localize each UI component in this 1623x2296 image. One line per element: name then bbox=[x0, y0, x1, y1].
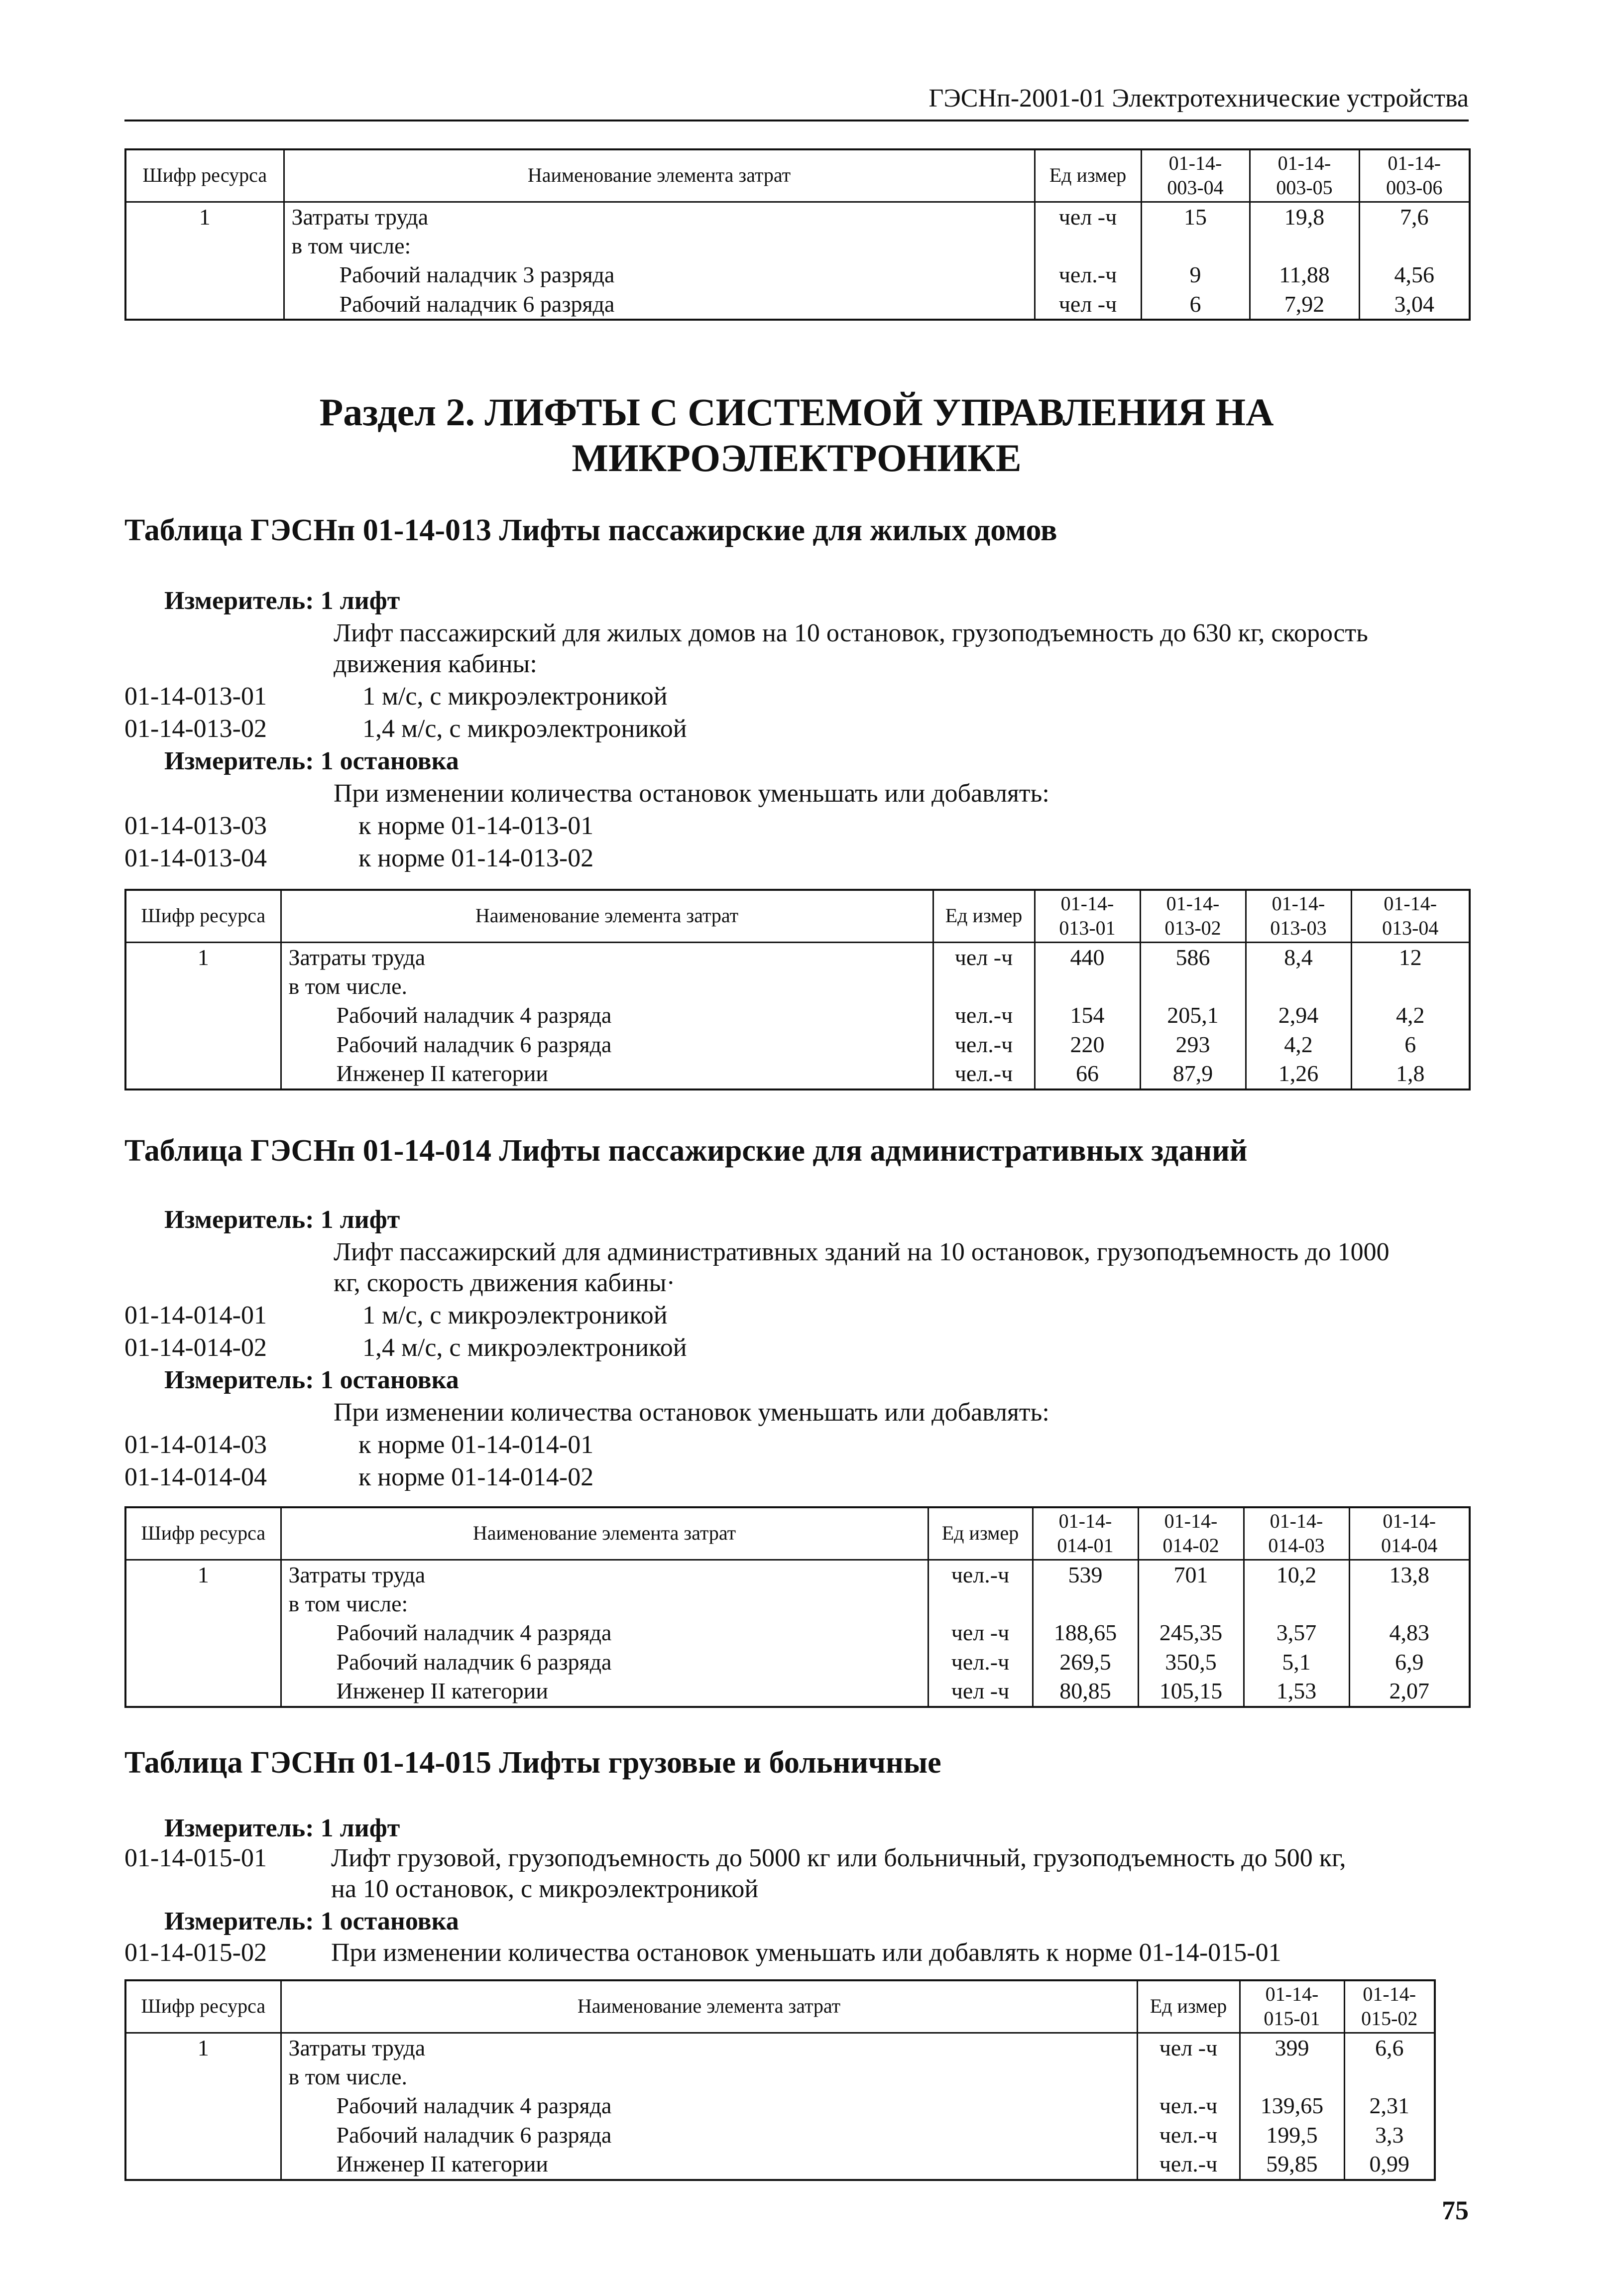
col-header-norm: 01-14- 014-02 bbox=[1138, 1507, 1244, 1560]
table-row: Рабочий наладчик 6 разряда чел.-ч 269,5 350,5 5,1 6,9 bbox=[125, 1648, 1470, 1677]
col-header-unit: Ед измер bbox=[1137, 1980, 1240, 2033]
running-header: ГЭСНп-2001-01 Электротехнические устройства bbox=[928, 84, 1469, 113]
meter-line: Измеритель: 1 лифт bbox=[164, 1206, 400, 1234]
description-line: движения кабины: bbox=[334, 650, 537, 678]
col-header-code: Шифр ресурса bbox=[125, 890, 281, 942]
meter-line: Измеритель: 1 остановка bbox=[164, 1366, 459, 1394]
norm-code: 01-14-014-02 bbox=[124, 1333, 267, 1362]
norm-text: 1 м/с, с микроэлектроникой bbox=[362, 682, 668, 711]
resource-table-013 bbox=[124, 889, 1471, 1090]
norm-code: 01-14-013-01 bbox=[124, 682, 267, 711]
section-title-line2: МИКРОЭЛЕКТРОНИКЕ bbox=[572, 436, 1022, 480]
resource-table-015 bbox=[124, 1979, 1436, 2181]
col-header-norm: 01-14- 003-04 bbox=[1141, 149, 1250, 202]
table-row: в том числе: bbox=[125, 232, 1470, 260]
col-header-unit: Ед измер bbox=[928, 1507, 1033, 1560]
table-row: Рабочий наладчик 6 разряда чел.-ч 199,5 3,3 bbox=[125, 2121, 1435, 2150]
norm-text: к норме 01-14-013-02 bbox=[358, 844, 594, 872]
table-row: 1 Затраты труда чел -ч 440 586 8,4 12 bbox=[125, 942, 1470, 972]
section-title-line1: Раздел 2. ЛИФТЫ С СИСТЕМОЙ УПРАВЛЕНИЯ НА bbox=[319, 390, 1274, 434]
table-row: в том числе. bbox=[125, 2062, 1435, 2091]
resource-table-003 bbox=[124, 148, 1471, 321]
col-header-name: Наименование элемента затрат bbox=[281, 1980, 1137, 2033]
meter-line: Измеритель: 1 лифт bbox=[164, 587, 400, 615]
col-header-norm: 01-14- 013-02 bbox=[1140, 890, 1246, 942]
col-header-norm: 01-14- 014-03 bbox=[1244, 1507, 1349, 1560]
norm-code: 01-14-013-02 bbox=[124, 715, 267, 743]
col-header-code: Шифр ресурса bbox=[125, 149, 284, 202]
note-line: При изменении количества остановок уменьшать или добавлять: bbox=[334, 1398, 1049, 1427]
table-row: в том числе. bbox=[125, 972, 1470, 1001]
table-row: Инженер II категории чел -ч 80,85 105,15 1,53 2,07 bbox=[125, 1677, 1470, 1706]
norm-code: 01-14-013-03 bbox=[124, 812, 267, 840]
col-header-name: Наименование элемента затрат bbox=[281, 890, 933, 942]
col-header-norm: 01-14- 015-01 bbox=[1240, 1980, 1344, 2033]
norm-text: 1 м/с, с микроэлектроникой bbox=[362, 1301, 668, 1329]
col-header-unit: Ед измер bbox=[1035, 149, 1141, 202]
norm-code: 01-14-014-01 bbox=[124, 1301, 267, 1329]
norm-text: 1,4 м/с, с микроэлектроникой bbox=[362, 715, 687, 743]
table-title-014: Таблица ГЭСНп 01-14-014 Лифты пассажирские для административных зданий bbox=[124, 1134, 1248, 1168]
table-row: Инженер II категории чел.-ч 66 87,9 1,26 1,8 bbox=[125, 1059, 1470, 1089]
col-header-norm: 01-14- 003-05 bbox=[1250, 149, 1359, 202]
meter-line: Измеритель: 1 остановка bbox=[164, 1907, 459, 1935]
table-row: в том числе: bbox=[125, 1589, 1470, 1618]
description-line: на 10 остановок, с микроэлектроникой bbox=[331, 1875, 759, 1903]
table-title-015: Таблица ГЭСНп 01-14-015 Лифты грузовые и больничные bbox=[124, 1746, 941, 1780]
norm-code: 01-14-014-03 bbox=[124, 1431, 267, 1459]
note-line: При изменении количества остановок уменьшать или добавлять: bbox=[334, 779, 1049, 808]
col-header-name: Наименование элемента затрат bbox=[284, 149, 1035, 202]
header-rule bbox=[124, 120, 1469, 121]
table-row: Рабочий наладчик 4 разряда чел -ч 188,65 245,35 3,57 4,83 bbox=[125, 1618, 1470, 1647]
col-header-code: Шифр ресурса bbox=[125, 1980, 281, 2033]
col-header-unit: Ед измер bbox=[933, 890, 1035, 942]
table-row: Рабочий наладчик 6 разряда чел.-ч 220 293 4,2 6 bbox=[125, 1030, 1470, 1059]
norm-text: к норме 01-14-014-01 bbox=[358, 1431, 594, 1459]
col-header-norm: 01-14- 015-02 bbox=[1344, 1980, 1435, 2033]
table-row: Рабочий наладчик 3 разряда чел.-ч 9 11,88 4,56 bbox=[125, 260, 1470, 289]
table-row: 1 Затраты труда чел -ч 15 19,8 7,6 bbox=[125, 202, 1470, 232]
table-row: Рабочий наладчик 6 разряда чел -ч 6 7,92 3,04 bbox=[125, 290, 1470, 320]
norm-text: к норме 01-14-014-02 bbox=[358, 1463, 594, 1491]
table-row: 1 Затраты труда чел.-ч 539 701 10,2 13,8 bbox=[125, 1560, 1470, 1589]
norm-code: 01-14-013-04 bbox=[124, 844, 267, 872]
norm-code: 01-14-015-01 bbox=[124, 1844, 267, 1872]
col-header-name: Наименование элемента затрат bbox=[281, 1507, 928, 1560]
description-line: Лифт пассажирский для жилых домов на 10 остановок, грузоподъемность до 630 кг, скорость bbox=[334, 619, 1368, 647]
table-row: 1 Затраты труда чел -ч 399 6,6 bbox=[125, 2033, 1435, 2062]
meter-line: Измеритель: 1 лифт bbox=[164, 1814, 400, 1842]
norm-code: 01-14-015-02 bbox=[124, 1938, 267, 1967]
col-header-norm: 01-14- 013-01 bbox=[1035, 890, 1140, 942]
note-line: При изменении количества остановок уменьшать или добавлять к норме 01-14-015-01 bbox=[331, 1938, 1281, 1967]
table-row: Рабочий наладчик 4 разряда чел.-ч 154 205,1 2,94 4,2 bbox=[125, 1001, 1470, 1030]
norm-text: к норме 01-14-013-01 bbox=[358, 812, 594, 840]
col-header-norm: 01-14- 014-01 bbox=[1033, 1507, 1138, 1560]
norm-code: 01-14-014-04 bbox=[124, 1463, 267, 1491]
page-number: 75 bbox=[1442, 2195, 1469, 2225]
col-header-norm: 01-14- 013-03 bbox=[1246, 890, 1351, 942]
description-line: Лифт пассажирский для административных зданий на 10 остановок, грузоподъемность до 1000 bbox=[334, 1238, 1390, 1266]
col-header-norm: 01-14- 013-04 bbox=[1351, 890, 1470, 942]
table-title-013: Таблица ГЭСНп 01-14-013 Лифты пассажирские для жилых домов bbox=[124, 513, 1057, 547]
col-header-code: Шифр ресурса bbox=[125, 1507, 281, 1560]
description-line: Лифт грузовой, грузоподъемность до 5000 кг или больничный, грузоподъемность до 500 кг, bbox=[331, 1844, 1346, 1872]
col-header-norm: 01-14- 003-06 bbox=[1359, 149, 1470, 202]
table-row: Инженер II категории чел.-ч 59,85 0,99 bbox=[125, 2150, 1435, 2179]
resource-table-014 bbox=[124, 1506, 1471, 1708]
norm-text: 1,4 м/с, с микроэлектроникой bbox=[362, 1333, 687, 1362]
description-line: кг, скорость движения кабины· bbox=[334, 1269, 675, 1297]
meter-line: Измеритель: 1 остановка bbox=[164, 747, 459, 775]
col-header-norm: 01-14- 014-04 bbox=[1349, 1507, 1470, 1560]
table-row: Рабочий наладчик 4 разряда чел.-ч 139,65 2,31 bbox=[125, 2091, 1435, 2120]
